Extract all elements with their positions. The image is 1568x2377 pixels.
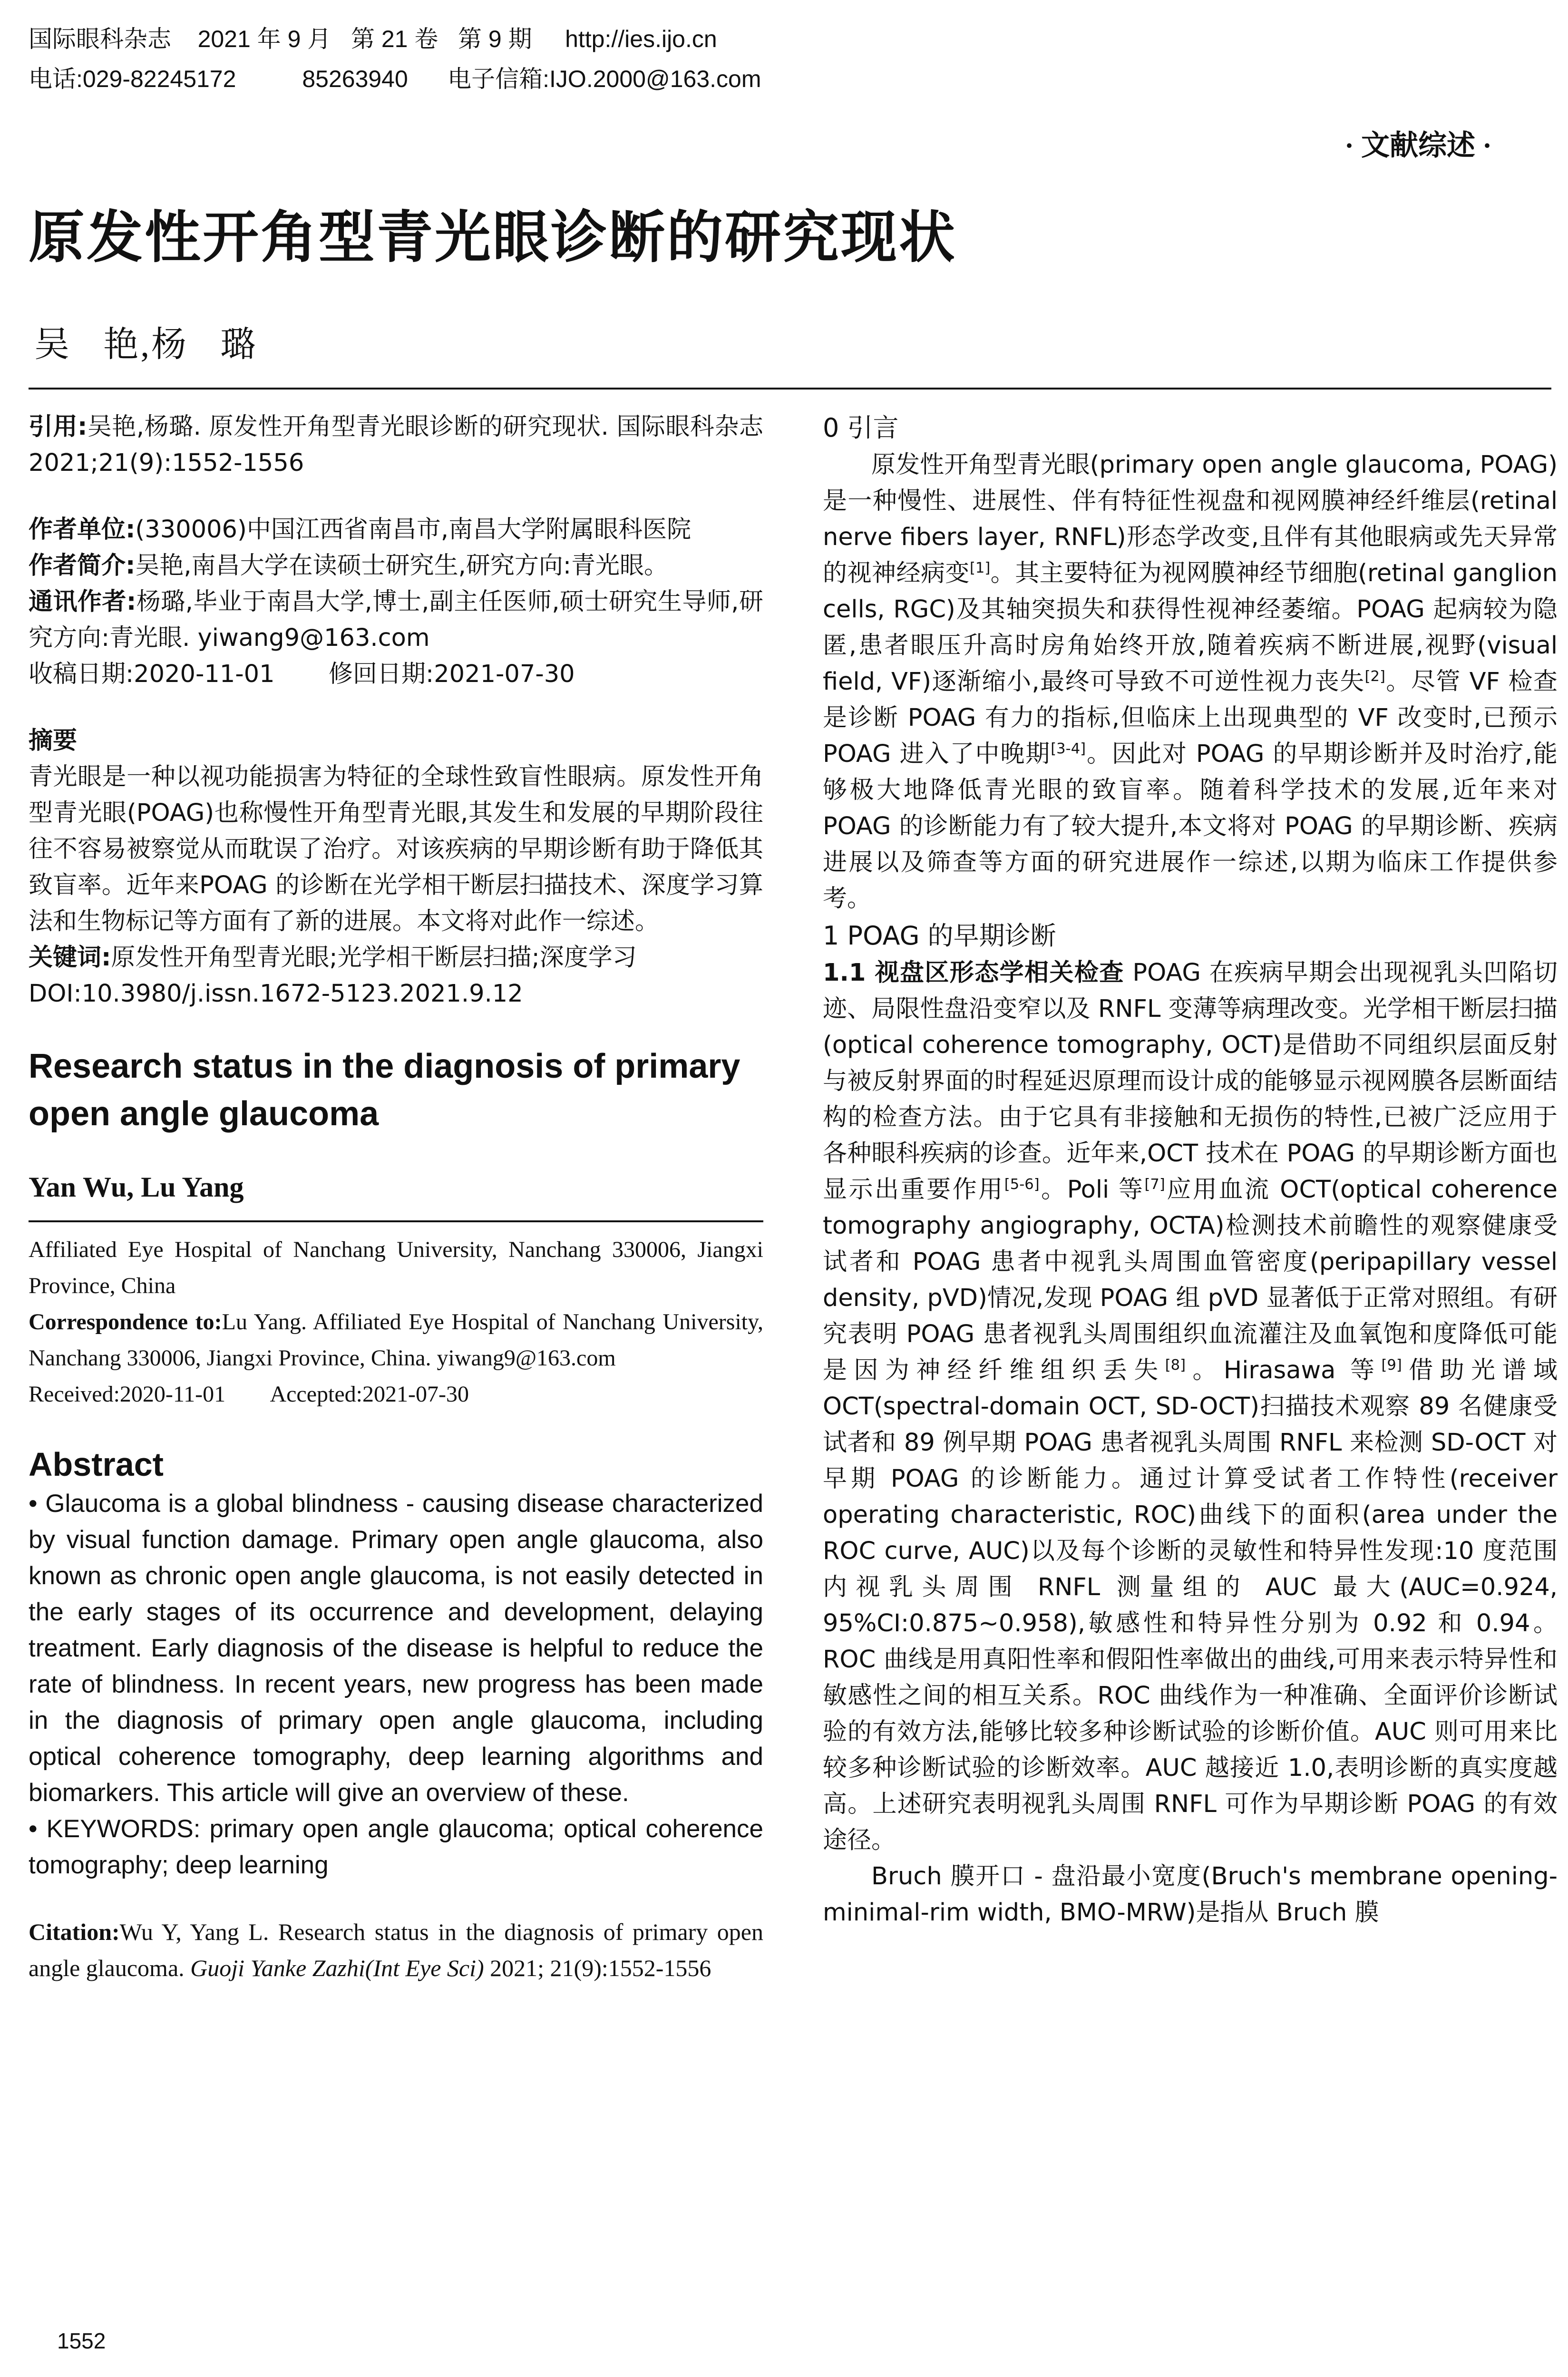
english-citation: Citation:Wu Y, Yang L. Research status in the diagnosis of primary open angle glaucoma. Guoji Yanke Zazhi(Int Eye Sci) 2021; 21(9):1552-1556 <box>29 1919 763 1981</box>
cn-bio: 作者简介:吴艳,南昌大学在读硕士研究生,研究方向:青光眼。 <box>29 552 669 580</box>
abstract-heading: Abstract <box>29 1446 164 1483</box>
ref-9[interactable]: [9] <box>1381 1357 1402 1374</box>
ref-7[interactable]: [7] <box>1144 1176 1165 1193</box>
authors: 吴 艳,杨 璐 <box>34 325 258 364</box>
article-title: 原发性开角型青光眼诊断的研究现状 <box>29 206 957 269</box>
page-number: 1552 <box>57 2328 106 2353</box>
abstract-text: • Glaucoma is a global blindness - causing disease characterized by visual function damage. Primary open angle glaucoma, also known as chronic open angle glaucoma, is not easily detected in the early stages of its occurrence and development, delaying treatment. Early diagnosis of the disease is helpful to reduce the rate of blindness. In recent years, new progress has been made in the diagnosis of primary open angle glaucoma, including optical coherence tomography, deep learning algorithms and biomarkers. This article will give an overview of these. <box>29 1490 763 1807</box>
section-1-1-paragraph: 1.1 视盘区形态学相关检查 POAG 在疾病早期会出现视乳头凹陷切迹、局限性盘沿变窄以及 RNFL 变薄等病理改变。光学相干断层扫描(optical coherence tomography, OCT)是借助不同组织层面反射与被反射界面的时程延迟原理而设计成的能够显示视网膜各层断面结构的检查方法。由于它具有非接触和无损伤的特性,已被广泛应用于各种眼科疾病的诊查。近年来,OCT 技术在 POAG 的早期诊断方面也显示出重要作用[5-6]。Poli 等[7]应用血流 OCT(optical coherence tomography angiography, OCTA)检测技术前瞻性的观察健康受试者和 POAG 患者中视乳头周围血管密度(peripapillary vessel density, pVD)情况,发现 POAG 组 pVD 显著低于正常对照组。有研究表明 POAG 患者视乳头周围组织血流灌注及血氧饱和度降低可能是因为神经纤维组织丢失[8]。Hirasawa 等[9]借助光谱域 OCT(spectral-domain OCT, SD-OCT)扫描技术观察 89 名健康受试者和 89 例早期 POAG 患者视乳头周围 RNFL 来检测 SD-OCT 对早期 POAG 的诊断能力。通过计算受试者工作特性(receiver operating characteristic, ROC)曲线下的面积(area under the ROC curve, AUC)以及每个诊断的灵敏性和特异性发现:10 度范围内视乳头周围 RNFL 测量组的 AUC 最大(AUC=0.924, 95%CI:0.875~0.958),敏感性和特异性分别为 0.92 和 0.94。ROC 曲线是用真阳性率和假阳性率做出的曲线,可用来表示特异性和敏感性之间的相互关系。ROC 曲线作为一种准确、全面评价诊断试验的有效方法,能够比较多种诊断试验的诊断价值。AUC 则可用来比较多种诊断试验的诊断效率。AUC 越接近 1.0,表明诊断的真实度越高。上述研究表明视乳头周围 RNFL 可作为早期诊断 POAG 的有效途径。 <box>823 959 1558 1854</box>
english-affiliation: Affiliated Eye Hospital of Nanchang University, Nanchang 330006, Jiangxi Province, China <box>29 1237 763 1298</box>
cn-abstract-text: 青光眼是一种以视功能损害为特征的全球性致盲性眼病。原发性开角型青光眼(POAG)也称慢性开角型青光眼,其发生和发展的早期阶段往往不容易被察觉从而耽误了治疗。对该疾病的早期诊断有助于降低其致盲率。近年来POAG 的诊断在光学相干断层扫描技术、深度学习算法和生物标记等方面有了新的进展。本文将对此作一综述。 <box>29 763 763 935</box>
english-correspondence: Correspondence to:Lu Yang. Affiliated Eye Hospital of Nanchang University, Nanchang 330006, Jiangxi Province, China. yiwang9@163.com <box>29 1309 763 1371</box>
journal-header-line2: 电话:029-82245172 85263940 电子信箱:IJO.2000@163.com <box>29 66 761 92</box>
cn-dates: 收稿日期:2020-11-01 修回日期:2021-07-30 <box>29 660 575 688</box>
ref-3-4[interactable]: [3-4] <box>1051 740 1086 757</box>
english-keywords: • KEYWORDS: primary open angle glaucoma; optical coherence tomography; deep learning <box>29 1815 763 1879</box>
subsection-1-1-heading: 1.1 视盘区形态学相关检查 <box>823 959 1124 987</box>
cn-citation: 引用:吴艳,杨璐. 原发性开角型青光眼诊断的研究现状. 国际眼科杂志 2021;21(9):1552-1556 <box>29 413 763 477</box>
ref-5-6[interactable]: [5-6] <box>1004 1176 1040 1193</box>
intro-paragraph: 原发性开角型青光眼(primary open angle glaucoma, POAG)是一种慢性、进展性、伴有特征性视盘和视网膜神经纤维层(retinal nerve fibers layer, RNFL)形态学改变,且伴有其他眼病或先天异常的视神经病变[1]。其主要特征为视网膜神经节细胞(retinal ganglion cells, RGC)及其轴突损失和获得性视神经萎缩。POAG 起病较为隐匿,患者眼压升高时房角始终开放,随着疾病不断进展,视野(visual field, VF)逐渐缩小,最终可导致不可逆性视力丧失[2]。尽管 VF 检查是诊断 POAG 有力的指标,但临床上出现典型的 VF 改变时,已预示 POAG 进入了中晚期[3-4]。因此对 POAG 的早期诊断并及时治疗,能够极大地降低青光眼的致盲率。随着科学技术的发展,近年来对 POAG 的诊断能力有了较大提升,本文将对 POAG 的早期诊断、疾病进展以及筛查等方面的研究进展作一综述,以期为临床工作提供参考。 <box>823 451 1558 913</box>
cn-keywords: 关键词:原发性开角型青光眼;光学相干断层扫描;深度学习 <box>29 944 637 972</box>
bmo-paragraph: Bruch 膜开口 - 盘沿最小宽度(Bruch's membrane opening-minimal-rim width, BMO-MRW)是指从 Bruch 膜 <box>823 1862 1558 1927</box>
cn-abstract-heading: 摘要 <box>29 727 78 755</box>
english-dates: Received:2020-11-01 Accepted:2021-07-30 <box>29 1382 469 1407</box>
english-title: Research status in the diagnosis of primary open angle glaucoma <box>29 1047 740 1133</box>
ref-2[interactable]: [2] <box>1364 668 1385 685</box>
ref-1[interactable]: [1] <box>969 560 991 576</box>
ref-8[interactable]: [8] <box>1165 1357 1186 1374</box>
cn-correspondence: 通讯作者:杨璐,毕业于南昌大学,博士,副主任医师,硕士研究生导师,研究方向:青光眼. yiwang9@163.com <box>29 588 763 652</box>
doi: DOI:10.3980/j.issn.1672-5123.2021.9.12 <box>29 980 523 1008</box>
section-tag: · 文献综述 · <box>1344 130 1492 161</box>
cn-affiliation: 作者单位:(330006)中国江西省南昌市,南昌大学附属眼科医院 <box>29 516 691 544</box>
left-column <box>29 409 763 1986</box>
journal-header-line1: 国际眼科杂志 2021 年 9 月 第 21 卷 第 9 期 http://ies.ijo.cn <box>29 26 717 52</box>
section-0-heading: 0 引言 <box>823 413 899 443</box>
english-divider <box>29 1220 763 1222</box>
section-1-heading: 1 POAG 的早期诊断 <box>823 921 1056 951</box>
header-divider <box>29 388 1551 390</box>
english-authors: Yan Wu, Lu Yang <box>29 1171 244 1203</box>
right-column <box>823 409 1558 1931</box>
